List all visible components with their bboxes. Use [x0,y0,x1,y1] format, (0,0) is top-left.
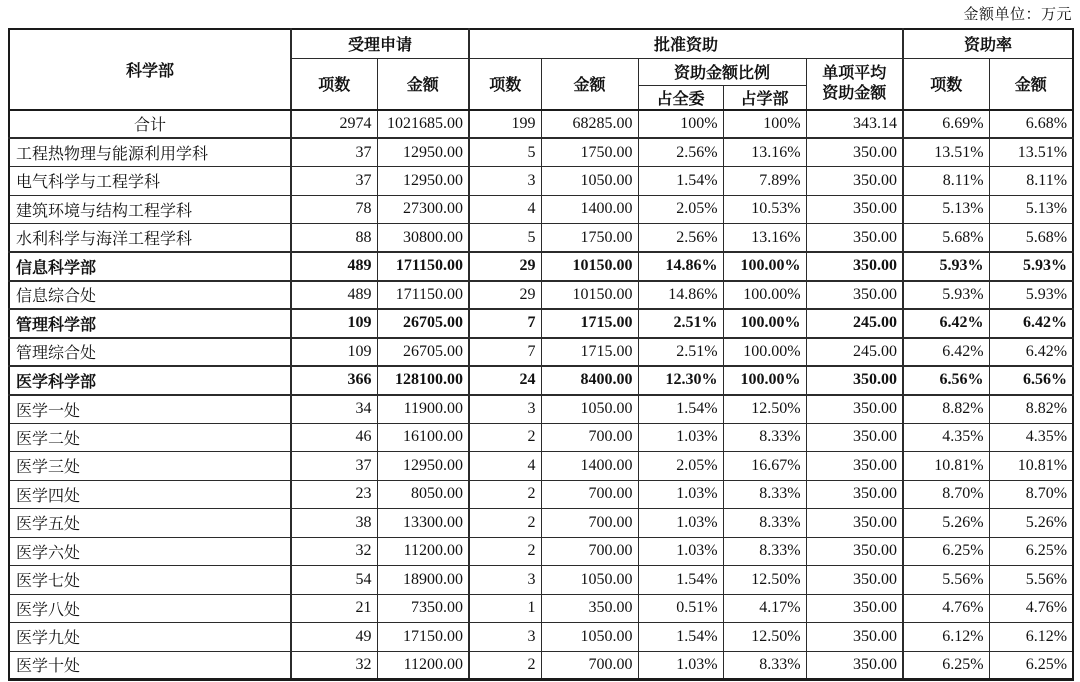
table-row [9,594,1073,623]
col-header-approved-amount: 金额 [541,58,638,110]
cell-value: 10.81% [989,452,1073,481]
cell-value: 7 [469,338,541,367]
cell-value: 1050.00 [541,167,638,196]
cell-value: 2.05% [638,452,723,481]
cell-value: 350.00 [541,594,638,623]
cell-value: 350.00 [806,651,903,680]
table-row [9,138,1073,167]
cell-value: 350.00 [806,623,903,652]
table-row [9,366,1073,395]
cell-value: 32 [291,651,377,680]
cell-value: 1.03% [638,537,723,566]
cell-value: 1.03% [638,480,723,509]
cell-value: 12950.00 [377,452,469,481]
cell-value: 78 [291,195,377,224]
cell-value: 88 [291,224,377,253]
row-label: 医学一处 [9,395,291,424]
cell-value: 4.17% [723,594,806,623]
table-body [9,110,1073,680]
cell-value: 8.33% [723,509,806,538]
cell-value: 37 [291,167,377,196]
cell-value: 1050.00 [541,623,638,652]
cell-value: 27300.00 [377,195,469,224]
cell-value: 5 [469,138,541,167]
row-label: 医学科学部 [9,366,291,395]
row-label: 电气科学与工程学科 [9,167,291,196]
col-header-accepted-amount: 金额 [377,58,469,110]
row-label: 医学三处 [9,452,291,481]
table-row [9,167,1073,196]
cell-value: 2974 [291,110,377,139]
col-header-of-department: 占学部 [723,85,806,110]
cell-value: 29 [469,252,541,281]
cell-value: 1.03% [638,423,723,452]
row-label: 信息科学部 [9,252,291,281]
cell-value: 17150.00 [377,623,469,652]
cell-value: 26705.00 [377,309,469,338]
cell-value: 5.93% [903,281,989,310]
cell-value: 350.00 [806,366,903,395]
cell-value: 8.82% [989,395,1073,424]
cell-value: 1050.00 [541,395,638,424]
table-row [9,281,1073,310]
cell-value: 5.56% [989,566,1073,595]
cell-value: 350.00 [806,566,903,595]
row-label: 医学四处 [9,480,291,509]
cell-value: 8.33% [723,423,806,452]
cell-value: 5.68% [903,224,989,253]
cell-value: 350.00 [806,452,903,481]
cell-value: 6.25% [989,651,1073,680]
cell-value: 171150.00 [377,281,469,310]
cell-value: 109 [291,309,377,338]
cell-value: 6.56% [989,366,1073,395]
cell-value: 100% [638,110,723,139]
cell-value: 1750.00 [541,224,638,253]
avg-line-2: 资助金额 [822,84,887,102]
cell-value: 12950.00 [377,167,469,196]
cell-value: 350.00 [806,537,903,566]
cell-value: 1.54% [638,566,723,595]
cell-value: 12.50% [723,623,806,652]
cell-value: 46 [291,423,377,452]
avg-line-1: 单项平均 [822,64,887,82]
cell-value: 3 [469,167,541,196]
cell-value: 6.56% [903,366,989,395]
cell-value: 13.16% [723,224,806,253]
cell-value: 2.56% [638,138,723,167]
cell-value: 1400.00 [541,195,638,224]
row-label: 医学十处 [9,651,291,680]
cell-value: 8.11% [989,167,1073,196]
cell-value: 1.03% [638,509,723,538]
cell-value: 0.51% [638,594,723,623]
cell-value: 1400.00 [541,452,638,481]
cell-value: 6.42% [903,338,989,367]
cell-value: 8.33% [723,651,806,680]
cell-value: 8.11% [903,167,989,196]
col-header-rate-items: 项数 [903,58,989,110]
cell-value: 68285.00 [541,110,638,139]
cell-value: 10.53% [723,195,806,224]
cell-value: 1.54% [638,167,723,196]
cell-value: 3 [469,623,541,652]
cell-value: 350.00 [806,509,903,538]
table-row [9,452,1073,481]
row-label: 医学九处 [9,623,291,652]
cell-value: 11900.00 [377,395,469,424]
cell-value: 6.25% [903,651,989,680]
cell-value: 12950.00 [377,138,469,167]
cell-value: 2.51% [638,338,723,367]
cell-value: 700.00 [541,537,638,566]
cell-value: 489 [291,252,377,281]
cell-value: 5.56% [903,566,989,595]
cell-value: 6.25% [903,537,989,566]
cell-value: 350.00 [806,252,903,281]
row-label: 管理科学部 [9,309,291,338]
cell-value: 32 [291,537,377,566]
cell-value: 350.00 [806,395,903,424]
cell-value: 700.00 [541,651,638,680]
cell-value: 5.68% [989,224,1073,253]
cell-value: 128100.00 [377,366,469,395]
cell-value: 6.12% [903,623,989,652]
cell-value: 10.81% [903,452,989,481]
cell-value: 4.35% [903,423,989,452]
cell-value: 100.00% [723,281,806,310]
cell-value: 350.00 [806,423,903,452]
col-group-accepted-applications: 受理申请 [291,29,469,58]
cell-value: 6.42% [903,309,989,338]
table-row [9,252,1073,281]
cell-value: 8.70% [989,480,1073,509]
cell-value: 350.00 [806,480,903,509]
cell-value: 2.56% [638,224,723,253]
table-row [9,195,1073,224]
table-row [9,423,1073,452]
row-label: 医学五处 [9,509,291,538]
table-row [9,224,1073,253]
col-header-average-amount [806,58,903,110]
cell-value: 6.25% [989,537,1073,566]
cell-value: 30800.00 [377,224,469,253]
col-group-funding-rate: 资助率 [903,29,1073,58]
cell-value: 37 [291,138,377,167]
row-label: 合计 [9,110,291,139]
cell-value: 5.26% [903,509,989,538]
row-label: 信息综合处 [9,281,291,310]
cell-value: 3 [469,566,541,595]
cell-value: 8.33% [723,480,806,509]
cell-value: 16.67% [723,452,806,481]
row-label: 医学七处 [9,566,291,595]
cell-value: 5.93% [989,281,1073,310]
cell-value: 2 [469,423,541,452]
cell-value: 37 [291,452,377,481]
cell-value: 100.00% [723,309,806,338]
cell-value: 100.00% [723,252,806,281]
cell-value: 7.89% [723,167,806,196]
cell-value: 100.00% [723,338,806,367]
cell-value: 6.12% [989,623,1073,652]
cell-value: 10150.00 [541,281,638,310]
cell-value: 245.00 [806,309,903,338]
cell-value: 14.86% [638,252,723,281]
cell-value: 8.70% [903,480,989,509]
cell-value: 2 [469,480,541,509]
cell-value: 5.93% [989,252,1073,281]
cell-value: 23 [291,480,377,509]
cell-value: 350.00 [806,167,903,196]
cell-value: 2.51% [638,309,723,338]
cell-value: 54 [291,566,377,595]
cell-value: 12.50% [723,395,806,424]
cell-value: 1.54% [638,395,723,424]
cell-value: 350.00 [806,281,903,310]
cell-value: 5.93% [903,252,989,281]
cell-value: 13.51% [903,138,989,167]
cell-value: 3 [469,395,541,424]
cell-value: 6.68% [989,110,1073,139]
cell-value: 5.26% [989,509,1073,538]
col-header-of-committee: 占全委 [638,85,723,110]
row-label: 管理综合处 [9,338,291,367]
cell-value: 8.82% [903,395,989,424]
cell-value: 245.00 [806,338,903,367]
cell-value: 1750.00 [541,138,638,167]
cell-value: 13300.00 [377,509,469,538]
table-row [9,537,1073,566]
cell-value: 109 [291,338,377,367]
cell-value: 1715.00 [541,338,638,367]
cell-value: 29 [469,281,541,310]
cell-value: 16100.00 [377,423,469,452]
cell-value: 21 [291,594,377,623]
cell-value: 2 [469,537,541,566]
cell-value: 2 [469,651,541,680]
cell-value: 34 [291,395,377,424]
cell-value: 343.14 [806,110,903,139]
cell-value: 6.42% [989,338,1073,367]
cell-value: 7350.00 [377,594,469,623]
cell-value: 700.00 [541,423,638,452]
cell-value: 4.76% [903,594,989,623]
cell-value: 199 [469,110,541,139]
cell-value: 1.54% [638,623,723,652]
cell-value: 38 [291,509,377,538]
cell-value: 350.00 [806,594,903,623]
cell-value: 26705.00 [377,338,469,367]
col-header-rate-amount: 金额 [989,58,1073,110]
table-row [9,309,1073,338]
cell-value: 1 [469,594,541,623]
amount-unit-note: 金额单位：万元 [963,7,1072,23]
row-label: 水利科学与海洋工程学科 [9,224,291,253]
cell-value: 4 [469,452,541,481]
col-header-department: 科学部 [9,29,291,110]
cell-value: 350.00 [806,195,903,224]
cell-value: 1021685.00 [377,110,469,139]
row-label: 医学二处 [9,423,291,452]
cell-value: 6.42% [989,309,1073,338]
cell-value: 5 [469,224,541,253]
cell-value: 4.35% [989,423,1073,452]
table-row [9,651,1073,680]
funding-statistics-table [8,28,1074,681]
cell-value: 350.00 [806,138,903,167]
cell-value: 4 [469,195,541,224]
cell-value: 13.16% [723,138,806,167]
row-label: 医学八处 [9,594,291,623]
table-row [9,395,1073,424]
cell-value: 7 [469,309,541,338]
cell-value: 100.00% [723,366,806,395]
cell-value: 1.03% [638,651,723,680]
cell-value: 8.33% [723,537,806,566]
cell-value: 171150.00 [377,252,469,281]
table-row [9,338,1073,367]
cell-value: 11200.00 [377,651,469,680]
cell-value: 24 [469,366,541,395]
col-group-approved-funding: 批准资助 [469,29,903,58]
cell-value: 5.13% [989,195,1073,224]
cell-value: 6.69% [903,110,989,139]
row-label: 工程热物理与能源利用学科 [9,138,291,167]
cell-value: 14.86% [638,281,723,310]
row-label: 建筑环境与结构工程学科 [9,195,291,224]
col-header-approved-items: 项数 [469,58,541,110]
cell-value: 10150.00 [541,252,638,281]
cell-value: 8400.00 [541,366,638,395]
cell-value: 12.50% [723,566,806,595]
cell-value: 13.51% [989,138,1073,167]
col-group-amount-ratio: 资助金额比例 [638,58,806,85]
table-row [9,566,1073,595]
cell-value: 5.13% [903,195,989,224]
table-header [9,29,1073,110]
cell-value: 18900.00 [377,566,469,595]
cell-value: 100% [723,110,806,139]
cell-value: 12.30% [638,366,723,395]
cell-value: 8050.00 [377,480,469,509]
cell-value: 2 [469,509,541,538]
cell-value: 11200.00 [377,537,469,566]
cell-value: 2.05% [638,195,723,224]
cell-value: 1715.00 [541,309,638,338]
cell-value: 700.00 [541,509,638,538]
table-row [9,623,1073,652]
cell-value: 350.00 [806,224,903,253]
row-label: 医学六处 [9,537,291,566]
cell-value: 49 [291,623,377,652]
table-row [9,509,1073,538]
cell-value: 1050.00 [541,566,638,595]
cell-value: 489 [291,281,377,310]
cell-value: 366 [291,366,377,395]
table-row [9,110,1073,139]
cell-value: 4.76% [989,594,1073,623]
cell-value: 700.00 [541,480,638,509]
table-row [9,480,1073,509]
col-header-accepted-items: 项数 [291,58,377,110]
